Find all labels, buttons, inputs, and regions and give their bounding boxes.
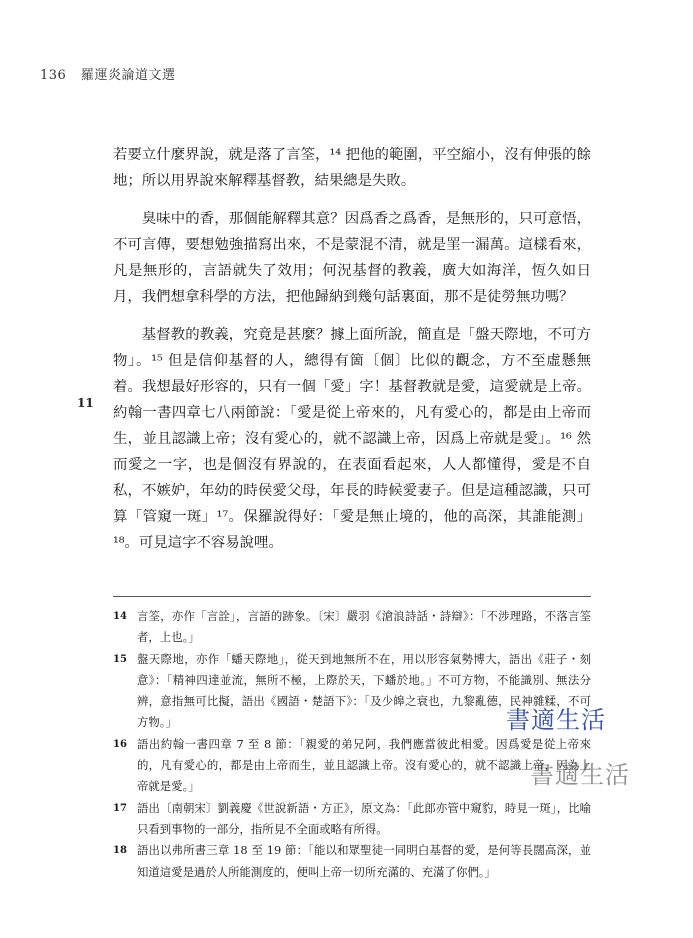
main-text [113,142,591,568]
footnotes [113,606,591,883]
footnote-number: 15 [113,653,127,665]
footnote-divider [113,596,591,597]
margin-page-marker: 11 [77,396,94,410]
footnote-text: 語出約翰一書四章 7 至 8 節：「親愛的弟兄阿，我們應當彼此相愛。因爲愛是從上帝來的，凡有愛心的，都是由上帝而生，並且認識上帝。沒有愛心的，就不認識上帝，因為上帝就是愛。」 [137,736,591,794]
footnote-text: 語出〔南朝宋〕劉義慶《世說新語・方正》，原文為：「此郎亦管中窺豹，時見一斑」，比喻只看到事物的一部分，指所見不全面或略有所得。 [137,800,591,836]
footnote-number: 17 [113,802,127,814]
footnote [113,734,591,798]
watermark: 書適生活 [530,761,630,789]
footnote-number: 16 [113,738,127,750]
watermark: 書適生活 [506,706,606,734]
paragraph: 基督教的教義，究竟是甚麼？據上面所說，簡直是「盤天際地，不可方物」。¹⁵ 但是信仰基督的人，總得有箇〔個〕比似的觀念，方不至虛懸無着。我想最好形容的，只有一個「愛」字！基督教就是愛，這愛就是上帝。約翰一書四章七八兩節說：「愛是從上帝來的，凡有愛心的，都是由上帝而生，並且認識上帝；沒有愛心的，就不認識上帝，因爲上帝就是愛」。¹⁶ 然而愛之一字，也是個沒有界說的，在表面看起來，人人都懂得，愛是不自私，不嫉妒，年幼的時侯愛父母，年長的時候愛妻子。但是這種認識，只可算「管窺一斑」¹⁷。保羅說得好：「愛是無止境的，他的高深，其誰能測」¹⁸。可見這字不容易說哩。 [113,327,591,551]
footnote-text: 語出以弗所書三章 18 至 19 節：「能以和眾聖徒一同明白基督的愛，是何等長闊高深，並知道這愛是過於人所能測度的，便叫上帝一切所充滿的、充滿了你們。」 [137,843,591,879]
footnote-number: 14 [113,611,127,622]
footnote-number: 18 [113,845,127,857]
footnote-text: 盤天際地，亦作「蟠天際地」，從天到地無所不在，用以形容氣勢博大，語出《莊子・刻意》：「精神四達並流，無所不極，上際於天，下蟠於地。」不可方物，不能識別、無法分辨，意指無可比擬，語出《國語・楚語下》：「及少皞之衰也，九黎亂德，民神雜糅，不可方物。」 [137,651,591,730]
footnote [113,798,591,841]
footnote [113,840,591,883]
footnote-text: 言筌，亦作「言詮」，言語的跡象。〔宋〕嚴羽《滄浪詩話・詩辯》：「不涉理路，不落言筌者，上也。」 [137,609,591,645]
running-header [40,64,175,83]
paragraph: 若要立什麼界說，就是落了言筌，¹⁴ 把他的範圍，平空縮小，沒有伸張的餘地；所以用界說來解釋基督教，結果總是失敗。 [113,147,591,189]
book-title: 羅運炎論道文選 [80,68,176,83]
page-number: 136 [40,68,67,83]
paragraph: 臭味中的香，那個能解釋其意？因爲香之爲香，是無形的，只可意悟，不可言傳，要想勉強描寫出來，不是蒙混不清，就是罣一漏萬。這樣看來，凡是無形的，言語就失了效用；何況基督的教義，廣大如海洋，恆久如日月，我們想拿科學的方法，把他歸納到幾句話裏面，那不是徒勞無功嗎？ [113,211,591,305]
footnote [113,606,591,649]
